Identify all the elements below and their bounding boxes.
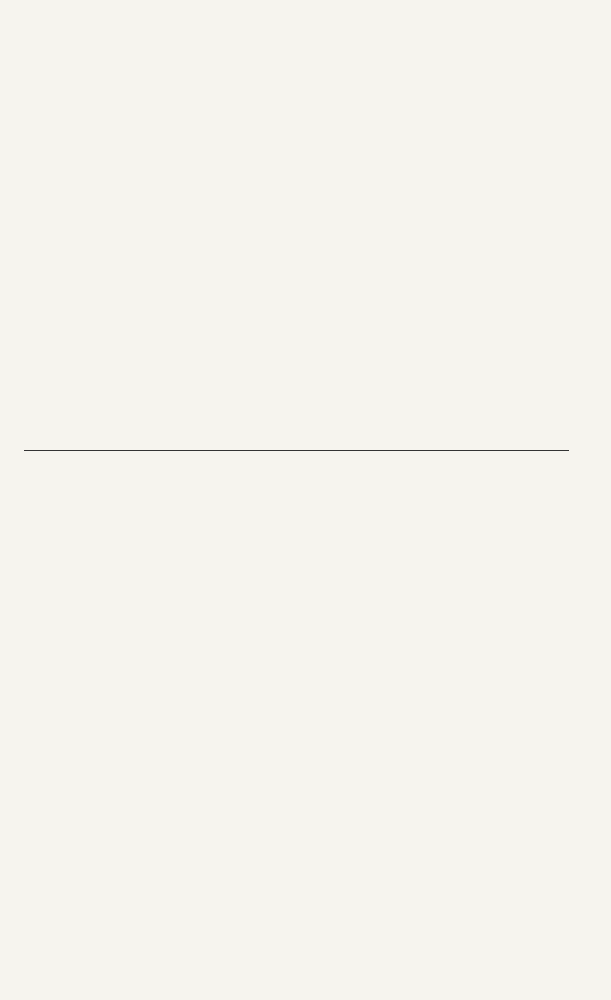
chapter-rule-top [24, 450, 569, 451]
